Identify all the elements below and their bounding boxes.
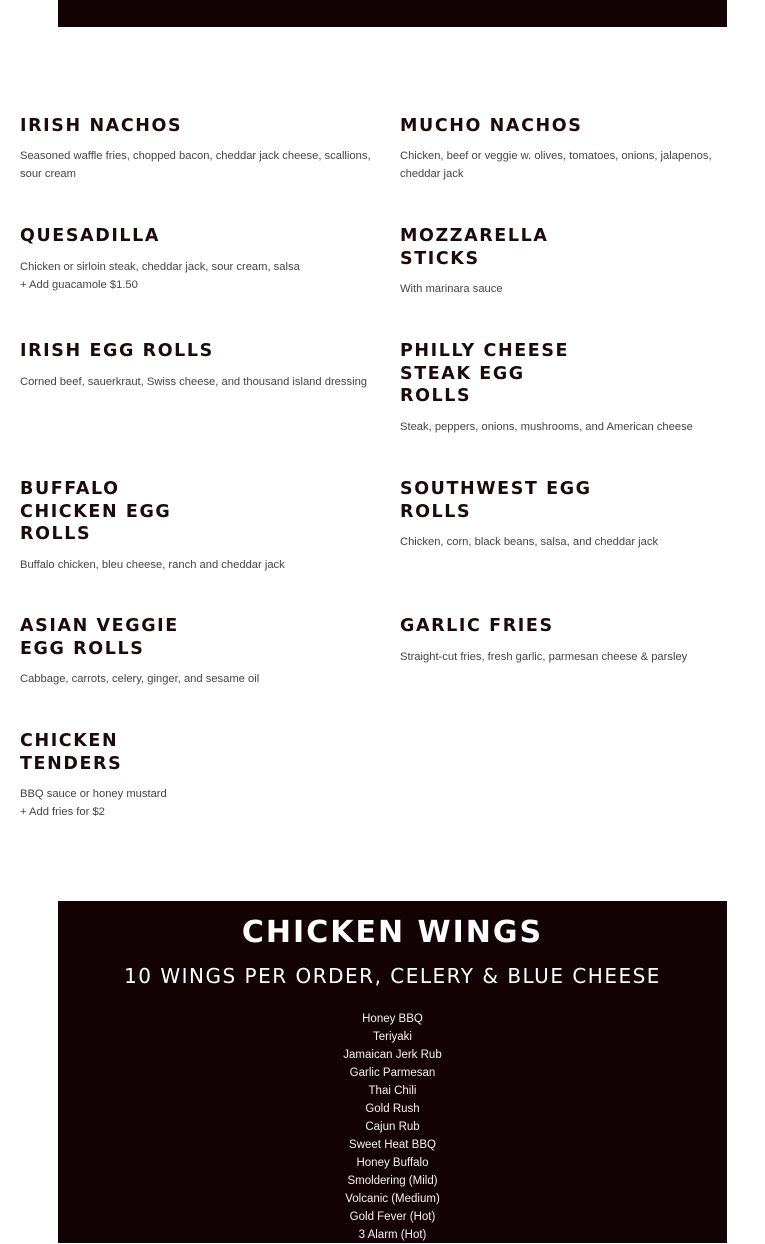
flavor-item: Jamaican Jerk Rub [343,1049,442,1061]
item-description: Chicken or sirloin steak, cheddar jack, sour cream, salsa [20,260,300,273]
top-banner [58,0,727,27]
menu-item-buffalo-chicken-egg-rolls [20,478,285,574]
menu-item-garlic-fries [400,615,730,666]
item-name: IRISH EGG ROLLS [20,341,214,361]
menu-item-irish-egg-rolls [20,340,380,391]
item-name: MUCHO NACHOS [400,116,583,136]
item-name: IRISH NACHOS [20,116,183,136]
menu-item-southwest-egg-rolls [400,478,659,551]
wings-title: CHICKEN WINGS [241,915,544,950]
menu-item-philly-cheese-steak-egg-rolls [400,340,693,436]
flavor-item: Smoldering (Mild) [347,1175,438,1187]
flavor-item: Garlic Parmesan [349,1067,436,1079]
item-description: Steak, peppers, onions, mushrooms, and American cheese [400,420,693,433]
menu-item-irish-nachos [20,115,380,183]
flavor-item: Honey Buffalo [356,1157,429,1169]
menu-item-quesadilla [20,225,380,294]
item-name: PHILLY CHEESE STEAK EGG ROLLS [400,341,570,407]
flavor-item: Volcanic (Medium) [345,1193,440,1205]
item-description: Corned beef, sauerkraut, Swiss cheese, and thousand island dressing [20,375,368,388]
item-description: Seasoned waffle fries, chopped bacon, cheddar jack cheese, scallions, sour cream [20,149,371,180]
item-name: CHICKEN TENDERS [20,731,123,774]
item-description: Chicken, beef or veggie w. olives, tomatoes, onions, jalapenos, cheddar jack [400,149,712,180]
item-name: BUFFALO CHICKEN EGG ROLLS [20,479,172,545]
item-description: Buffalo chicken, bleu cheese, ranch and cheddar jack [20,558,285,571]
item-name: MOZZARELLA STICKS [400,226,549,269]
item-addon: + Add guacamole $1.50 [20,278,138,291]
flavor-item: Gold Fever (Hot) [349,1211,436,1223]
menu-item-mucho-nachos [400,115,730,183]
item-addon: + Add fries for $2 [20,806,105,819]
item-name: ASIAN VEGGIE EGG ROLLS [20,616,179,659]
flavor-item: Teriyaki [373,1031,412,1043]
item-description: Cabbage, carrots, celery, ginger, and sesame oil [20,673,260,686]
flavor-item: 3 Alarm (Hot) [358,1229,427,1241]
menu-item-chicken-tenders [20,730,170,821]
flavor-item: Thai Chili [368,1085,417,1097]
item-description: With marinara sauce [400,283,503,296]
item-description: Chicken, corn, black beans, salsa, and cheddar jack [400,536,659,549]
flavor-item: Gold Rush [365,1103,420,1115]
flavor-item: Honey BBQ [362,1013,423,1025]
menu-item-mozzarella-sticks [400,225,570,298]
menu-item-asian-veggie-egg-rolls [20,615,260,688]
flavor-item: Sweet Heat BBQ [349,1139,436,1151]
chicken-wings-section [58,901,727,1243]
flavor-list [58,1010,727,1244]
item-description: Straight-cut fries, fresh garlic, parmesan cheese & parsley [400,650,688,663]
item-description: BBQ sauce or honey mustard [20,788,167,801]
item-name: SOUTHWEST EGG ROLLS [400,479,592,522]
item-name: GARLIC FRIES [400,616,554,636]
flavor-item: Cajun Rub [365,1121,420,1133]
item-name: QUESADILLA [20,226,161,246]
wings-subtitle: 10 WINGS PER ORDER, CELERY & BLUE CHEESE [124,964,661,988]
